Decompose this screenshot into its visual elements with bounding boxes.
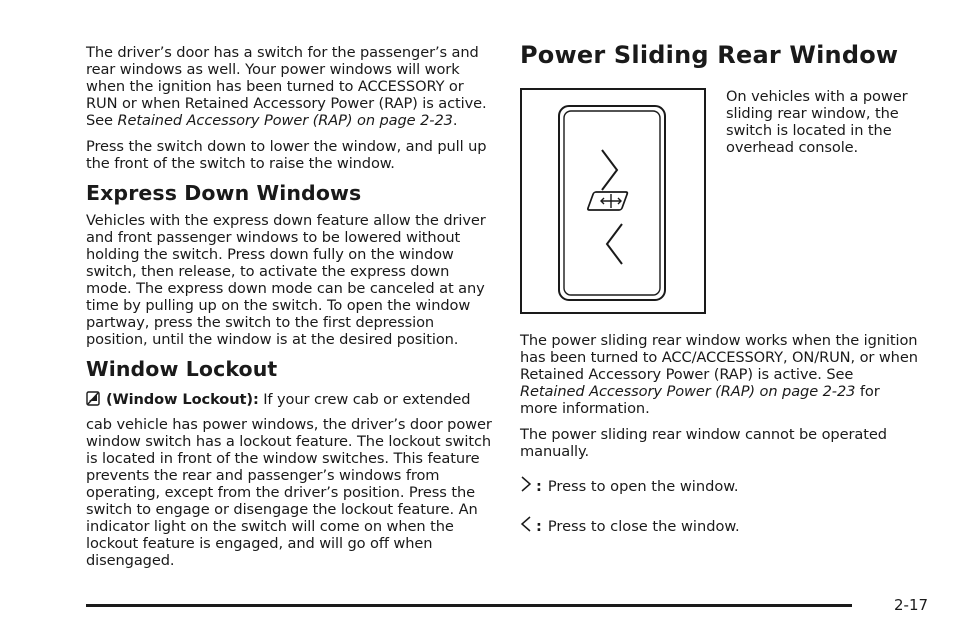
paragraph-window-lockout: (Window Lockout): If your crew cab or extended <box>86 391 492 410</box>
chevron-right-icon <box>520 476 532 496</box>
page-number: 2-17 <box>894 596 929 614</box>
right-column <box>520 41 920 548</box>
footer-rule <box>86 604 852 607</box>
cross-reference: Retained Accessory Power (RAP) on page 2-23 <box>117 112 453 129</box>
paragraph-express-down: Vehicles with the express down feature allow the driver and front passenger windows to be lowered without holding the switch. Press down fully on the window switch, then release, to activate the express down mode. The express down mode can be canceled at any time by pulling up on the switch. To open the window partway, press the switch to the first depression position, until the window is at the desired position. <box>86 212 486 348</box>
paragraph-power-sliding-works: The power sliding rear window works when the ignition has been turned to ACC/ACCESSORY, ON/RUN, or when Retained Accessory Power (RAP) is active. See Retained Accessory Power (RAP) on page 2-23 for more information. <box>520 332 918 417</box>
lockout-label: (Window Lockout): <box>106 391 259 408</box>
window-lockout-icon <box>86 391 100 410</box>
paragraph-driver-door-switch: The driver’s door has a switch for the passenger’s and rear windows as well. Your power windows will work when the ignition has been turned to ACCESSORY or RUN or when Retained Accessory Power (RAP) is active. See Retained Accessory Power (RAP) on page 2-23. <box>86 44 487 129</box>
paragraph-press-switch: Press the switch down to lower the window, and pull up the front of the switch to raise the window. <box>86 138 487 172</box>
heading-express-down: Express Down Windows <box>86 181 362 205</box>
heading-window-lockout: Window Lockout <box>86 357 278 381</box>
paragraph-window-lockout-continued: cab vehicle has power windows, the driver’s door power window switch has a lockout feature. The lockout switch is located in front of the window switches. This feature prevents the rear and passenger’s windows from operating, except from the driver’s position. Press the switch to engage or disengage the lockout feature. An indicator light on the switch will come on when the lockout feature is engaged, and will go off when disengaged. <box>86 416 492 569</box>
close-window-instruction: : Press to close the window. <box>520 516 920 536</box>
heading-power-sliding-rear-window: Power Sliding Rear Window <box>520 41 899 69</box>
paragraph-cannot-operate-manually: The power sliding rear window cannot be operated manually. <box>520 426 887 460</box>
left-column <box>86 44 492 578</box>
cross-reference: Retained Accessory Power (RAP) on page 2-23 <box>520 383 856 400</box>
figure-caption: On vehicles with a power sliding rear window, the switch is located in the overhead console. <box>726 88 908 156</box>
switch-illustration <box>520 88 706 314</box>
open-window-instruction: : Press to open the window. <box>520 476 920 496</box>
chevron-left-icon <box>520 516 532 536</box>
